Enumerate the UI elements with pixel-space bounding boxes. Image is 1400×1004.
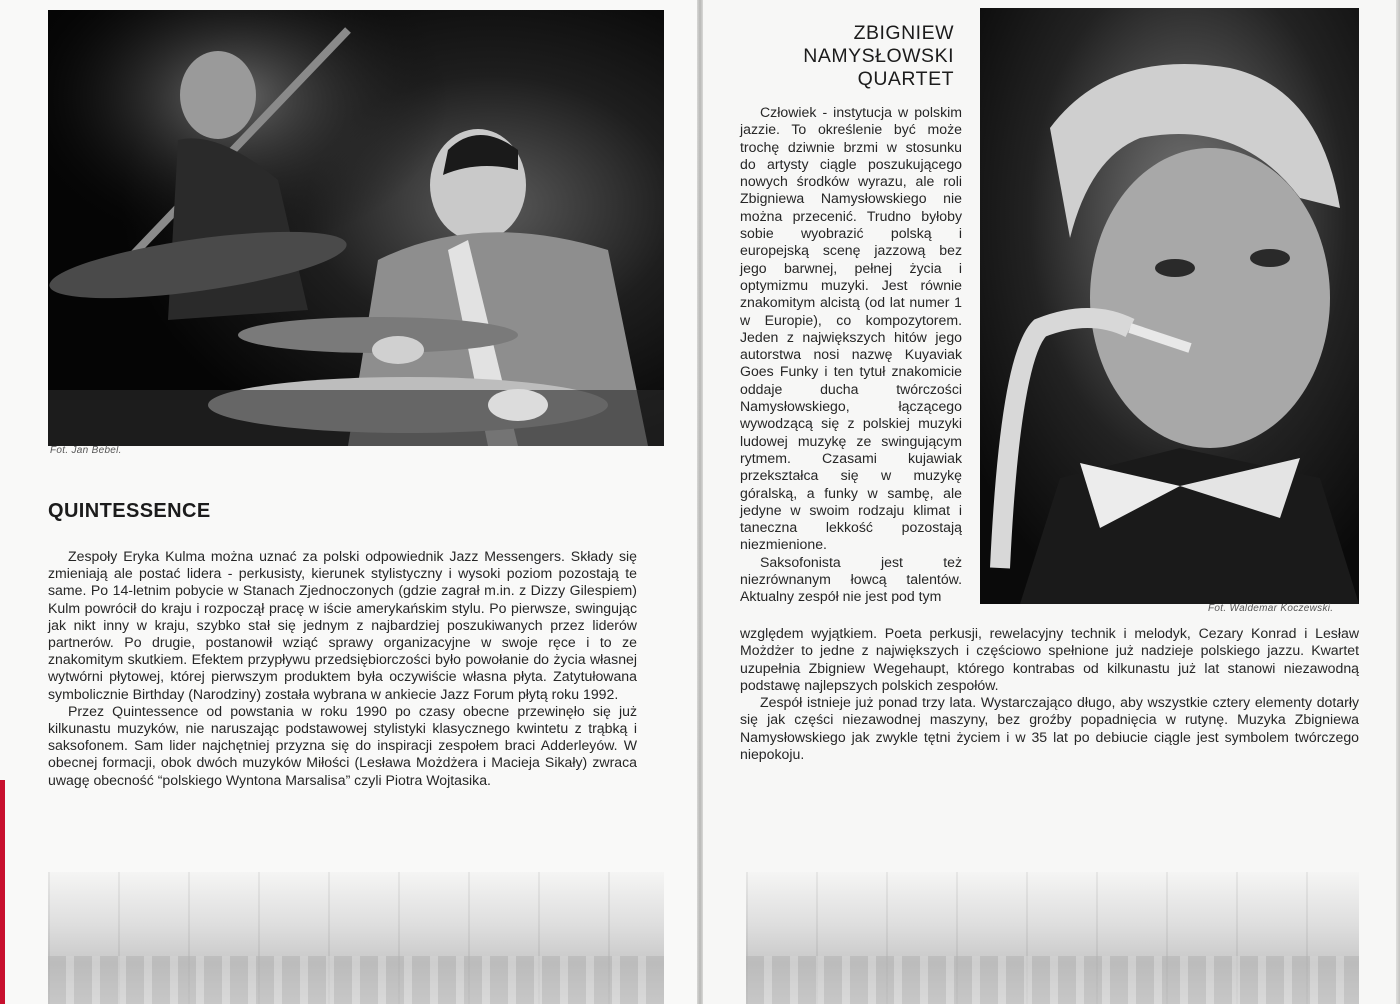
photo-credit-right: Fot. Waldemar Koczewski.	[1208, 603, 1334, 614]
stage-background-image	[746, 872, 1359, 1004]
quintessence-article	[48, 548, 637, 789]
section-heading-namyslowski	[740, 22, 954, 91]
namyslowski-article-column	[740, 104, 962, 606]
namyslowski-article-wide	[740, 625, 1359, 763]
article-paragraph: Zespół istnieje już ponad trzy lata. Wystarczająco długo, aby wszystkie cztery elementy dotarły się jak części niezawodnej maszyny, bez groźby popadnięcia w rutynę. Muzyka Zbigniewa Namysłowskiego jak zwykle tętni życiem i w 35 lat po debiucie ciągle jest symbolem twórczego niepokoju.	[740, 694, 1359, 763]
drummer-bassist-photo	[48, 10, 664, 446]
page-edge	[1396, 0, 1400, 1004]
article-paragraph: Przez Quintessence od powstania w roku 1990 po czasy obecne przewinęło się już kilkunastu muzyków, nie naruszając podstawowej stylistyki klasycznego kwintetu z trąbką i saksofonem. Sam lider najchętniej przyzna się do inspiracji zespołem braci Adderleyów. W obecnej formacji, obok dwóch muzyków Miłości (Lesława Możdżera i Macieja Sikały) zwraca uwagę obecność “polskiego Wyntona Marsalisa” czyli Piotra Wojtasika.	[48, 702, 637, 788]
heading-line: ZBIGNIEW	[853, 22, 954, 44]
article-paragraph: względem wyjątkiem. Poeta perkusji, rewelacyjny technik i melodyk, Cezary Konrad i Lesław Możdżer to jedne z największych i częściowo spełnione już nadzieje polskiego jazzu. Kwartet uzupełnia Zbigniew Wegehaupt, którego kontrabas od kilkunastu już lat stanowi niezawodną podstawę najlepszych polskich zespołów.	[740, 625, 1359, 693]
article-paragraph: Zespoły Eryka Kulma można uznać za polski odpowiednik Jazz Messengers. Składy się zmieniają ale postać lidera - perkusisty, kierunek stylistyczny i wysoki poziom pozostają te same. Po 14-letnim pobycie w Stanach Zjednoczonych (gdzie zagrał m.in. z Dizzy Gilespiem) Kulm powrócił do kraju i rozpoczął pracę w iście amerykańskim stylu. Po pierwsze, swingując jak nikt inny w kraju, szybko stał się jednym z najbardziej poszukiwanych przez liderów partnerów. Po drugie, postanowił wziąć sprawy organizacyjne w swoje ręce i to ze znakomitym skutkiem. Efektem przypływu przedsiębiorczości było powołanie do życia własnej wytwórni płytowej, której pierwszym produktem była oczywiście własna płyta. Zatytułowana symbolicznie Birthday (Narodziny) została wybrana w ankiecie Jazz Forum płytą roku 1992.	[48, 548, 637, 702]
left-page	[0, 0, 697, 1004]
photo-credit-left: Fot. Jan Bebel.	[50, 445, 122, 456]
page-edge-marker	[0, 780, 5, 1004]
saxophonist-photo	[980, 8, 1359, 604]
article-paragraph: Człowiek - instytucja w polskim jazzie. To określenie być może trochę dziwnie brzmi w stosunku do artysty ciągle poszukującego nowych środków wyrazu, ale roli Zbigniewa Namysłowskiego nie można przecenić. Trudno byłoby sobie wyobrazić polską i europejską scenę jazzową bez jego barwnej, pełnej życia i optymizmu muzyki. Jest równie znakomitym alcistą (od lat numer 1 w Europie), co kompozytorem. Jeden z największych hitów jego autorstwa nosi nazwę Kuyaviak Goes Funky i ten tytuł znakomicie oddaje ducha twórczości Namysłowskiego, łączącego wywodzącą się z polskiej muzyki ludowej muzykę ze swingującym rytmem. Czasami kujawiak przekształca się w muzykę góralską, a funky w sambę, ale jedyne w swoim rodzaju klimat i taneczna lekkość pozostają niezmienione.	[740, 104, 962, 553]
heading-line: NAMYSŁOWSKI	[803, 45, 954, 67]
stage-background-image	[48, 872, 664, 1004]
section-heading-quintessence: QUINTESSENCE	[48, 500, 211, 522]
article-paragraph: Saksofonista jest też niezrównanym łowcą talentów. Aktualny zespół nie jest pod tym	[740, 553, 962, 605]
heading-line: QUARTET	[857, 68, 954, 90]
